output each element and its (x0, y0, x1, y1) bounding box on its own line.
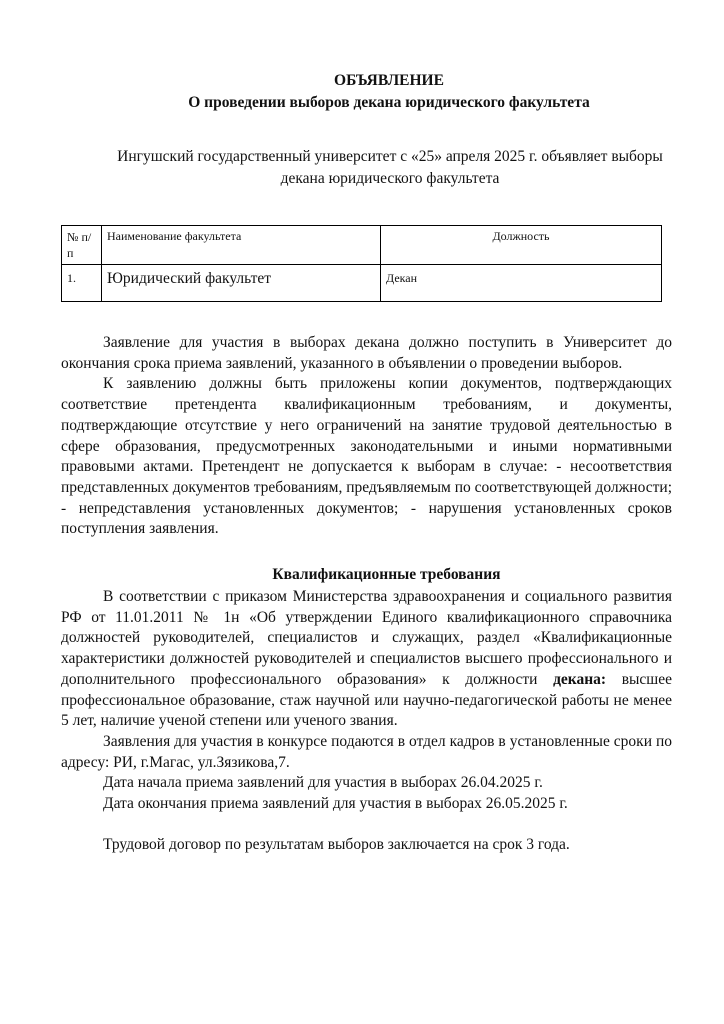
cell-faculty: Юридический факультет (102, 265, 381, 302)
header-number: № п/п (62, 226, 102, 265)
faculty-table (61, 225, 662, 302)
cell-number: 1. (62, 265, 102, 302)
document-title: ОБЪЯВЛЕНИЕ (334, 72, 444, 89)
qualification-text-after: высшее профессиональное образование, стаж научной или научно-педагогической работы не менее 5 лет, наличие ученой степени или ученого звания. (61, 670, 672, 730)
header-position: Должность (381, 226, 662, 265)
paragraph-start-date: Дата начала приема заявлений для участия в выборах 26.04.2025 г. (103, 774, 543, 792)
paragraph-end-date: Дата окончания приема заявлений для участия в выборах 26.05.2025 г. (103, 795, 568, 813)
intro-text: Ингушский государственный университет с «25» апреля 2025 г. объявляет выборы декана юридического факультета (117, 148, 663, 187)
cell-position: Декан (381, 265, 662, 302)
qualification-bold-word: декана: (553, 670, 607, 688)
qualification-heading: Квалификационные требования (272, 566, 501, 584)
header-faculty: Наименование факультета (102, 226, 381, 265)
qualification-text-before: В соответствии с приказом Министерства здравоохранения и социального развития РФ от 11.01.2011 № 1н «Об утверждении Единого квалификационного справочника должностей руководителей, специалистов и служащих, раздел «Квалификационные характеристики должностей руководителей и специалистов высшего профессионального и дополнительного профессионального образования» к должности (61, 588, 672, 688)
document-heading (60, 70, 718, 114)
paragraph-qualification (61, 587, 672, 732)
paragraph-application: Заявление для участия в выборах декана должно поступить в Университет до окончания срока приема заявлений, указанного в объявлении о проведении выборов. (61, 334, 672, 372)
table-header-row (62, 226, 662, 265)
document-body (61, 333, 672, 855)
paragraph-contract: Трудовой договор по результатам выборов заключается на срок 3 года. (103, 835, 570, 853)
paragraph-documents: К заявлению должны быть приложены копии документов, подтверждающих соответствие претендента квалификационным требованиям, и документы, подтверждающие отсутствие у него ограничений на занятие трудовой деятельностью в сфере образования, предусмотренных законодательными и иными нормативными правовыми актами. Претендент не допускается к выборам в случае: - несоответствия представленных документов требованиям, предъявляемым по соответствующей должности; - непредставления установленных документов; - нарушения установленных сроков поступления заявления. (61, 375, 672, 538)
document-subtitle: О проведении выборов декана юридического факультета (188, 94, 590, 111)
table-row (62, 265, 662, 302)
paragraph-submission: Заявления для участия в конкурсе подаются в отдел кадров в установленные сроки по адресу: РИ, г.Магас, ул.Зязикова,7. (61, 732, 672, 771)
